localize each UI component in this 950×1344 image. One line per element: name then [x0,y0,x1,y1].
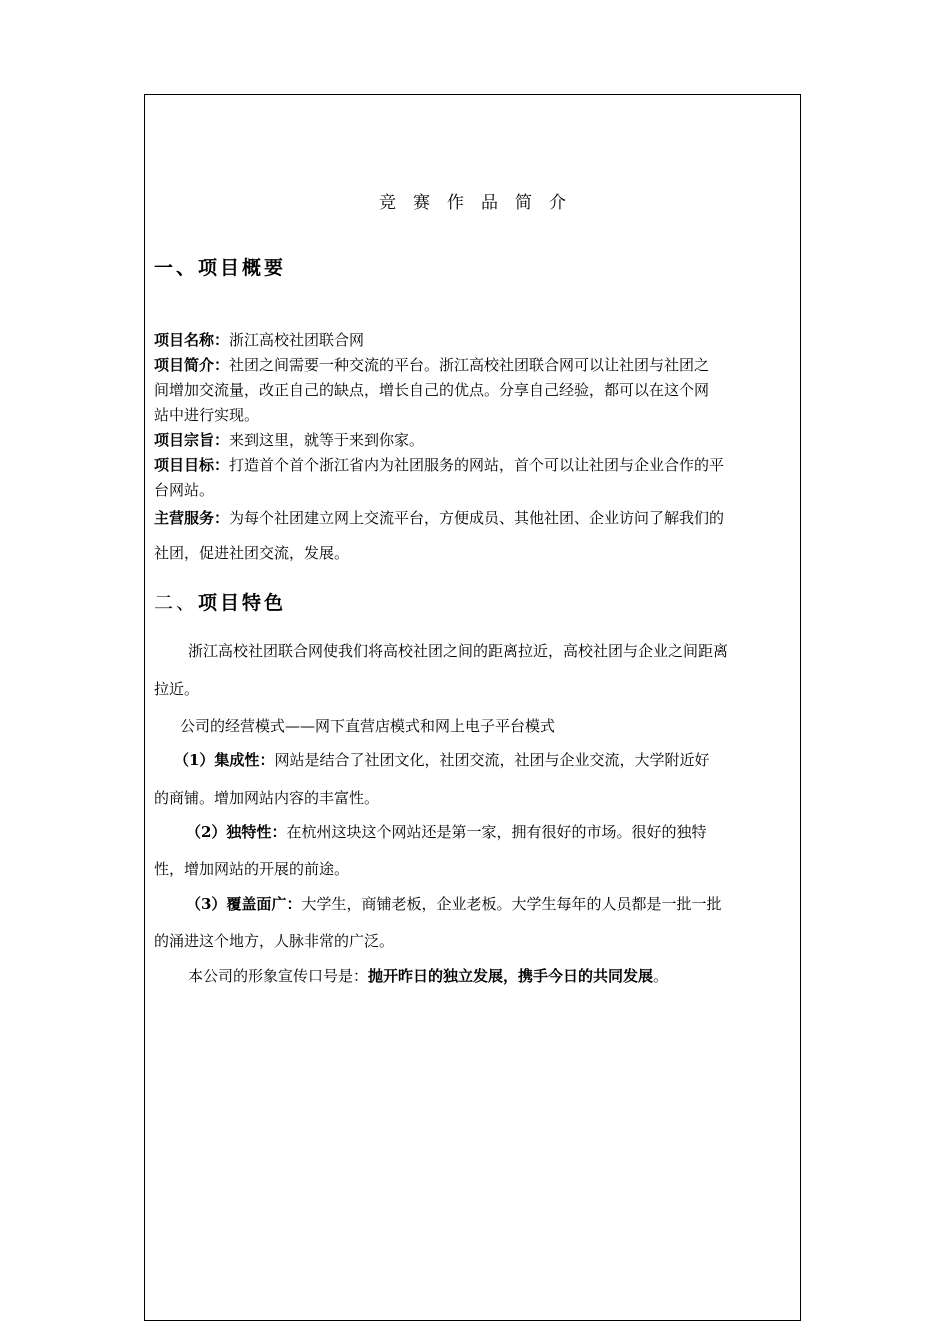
slogan-line [154,965,794,986]
project-name-row [154,328,794,353]
slogan-text: 抛开昨日的独立发展，携手今日的共同发展 [368,967,654,985]
project-service-label: 主营服务： [154,509,230,527]
project-intro-label: 项目简介： [154,356,230,374]
feature-item2-text: 在杭州这块这个网站还是第一家，拥有很好的市场。很好的独特 [286,823,707,841]
feature-item3-line1 [154,893,794,914]
feature-item2-line1 [154,821,794,842]
feature-item1-text: 网站是结合了社团文化，社团交流，社团与企业交流，大学附近好 [274,751,710,769]
project-name-value: 浙江高校社团联合网 [229,331,365,349]
feature-item2-line2: 性，增加网站的开展的前途。 [154,860,350,878]
feature-item3-text: 大学生，商铺老板，企业老板。大学生每年的人员都是一批一批 [301,895,722,913]
project-intro-row [154,353,794,378]
project-service-line2: 社团，促进社团交流，发展。 [154,544,350,562]
project-goal-label: 项目目标： [154,456,230,474]
project-intro-line2: 间增加交流量，改正自己的缺点，增长自己的优点。分享自己经验，都可以在这个网 [154,381,710,399]
project-summary [154,328,794,573]
features-para1-line2: 拉近。 [154,680,200,698]
project-goal-line1: 打造首个首个浙江省内为社团服务的网站，首个可以让社团与企业合作的平 [229,456,725,474]
business-model-text: 公司的经营模式——网下直营店模式和网上电子平台模式 [180,717,556,735]
document-frame [144,94,801,1321]
project-service-row [154,503,794,533]
feature-item1-label: （1）集成性： [174,751,275,769]
project-goal-row [154,453,794,478]
slogan-end: 。 [653,967,669,985]
project-service-line1: 为每个社团建立网上交流平台，方便成员、其他社团、企业访问了解我们的 [229,509,725,527]
feature-item2-label: （2）独特性： [186,823,287,841]
project-purpose-label: 项目宗旨： [154,431,230,449]
feature-item3-line2: 的涌进这个地方，人脉非常的广泛。 [154,932,395,950]
section1-number: 一、 [154,257,199,279]
section2-number: 二、 [154,592,199,614]
section1-title: 项目概要 [198,257,287,279]
project-purpose-value: 来到这里，就等于来到你家。 [229,431,425,449]
section1-heading [154,253,286,280]
feature-item1-line1 [154,749,794,770]
section2-heading [154,588,286,615]
project-name-label: 项目名称： [154,331,230,349]
feature-item3-label: （3）覆盖面广： [186,895,302,913]
project-goal-line2: 台网站。 [154,481,215,499]
section2-title: 项目特色 [198,592,287,614]
feature-item1-line2: 的商铺。增加网站内容的丰富性。 [154,789,380,807]
features-para1-line1: 浙江高校社团联合网使我们将高校社团之间的距离拉近，高校社团与企业之间距离 [188,642,729,660]
slogan-prefix: 本公司的形象宣传口号是： [188,967,369,985]
project-purpose-row [154,428,794,453]
document-title: 竞赛作品简介 [379,193,583,213]
project-intro-line1: 社团之间需要一种交流的平台。浙江高校社团联合网可以让社团与社团之 [229,356,710,374]
project-intro-line3: 站中进行实现。 [154,406,260,424]
